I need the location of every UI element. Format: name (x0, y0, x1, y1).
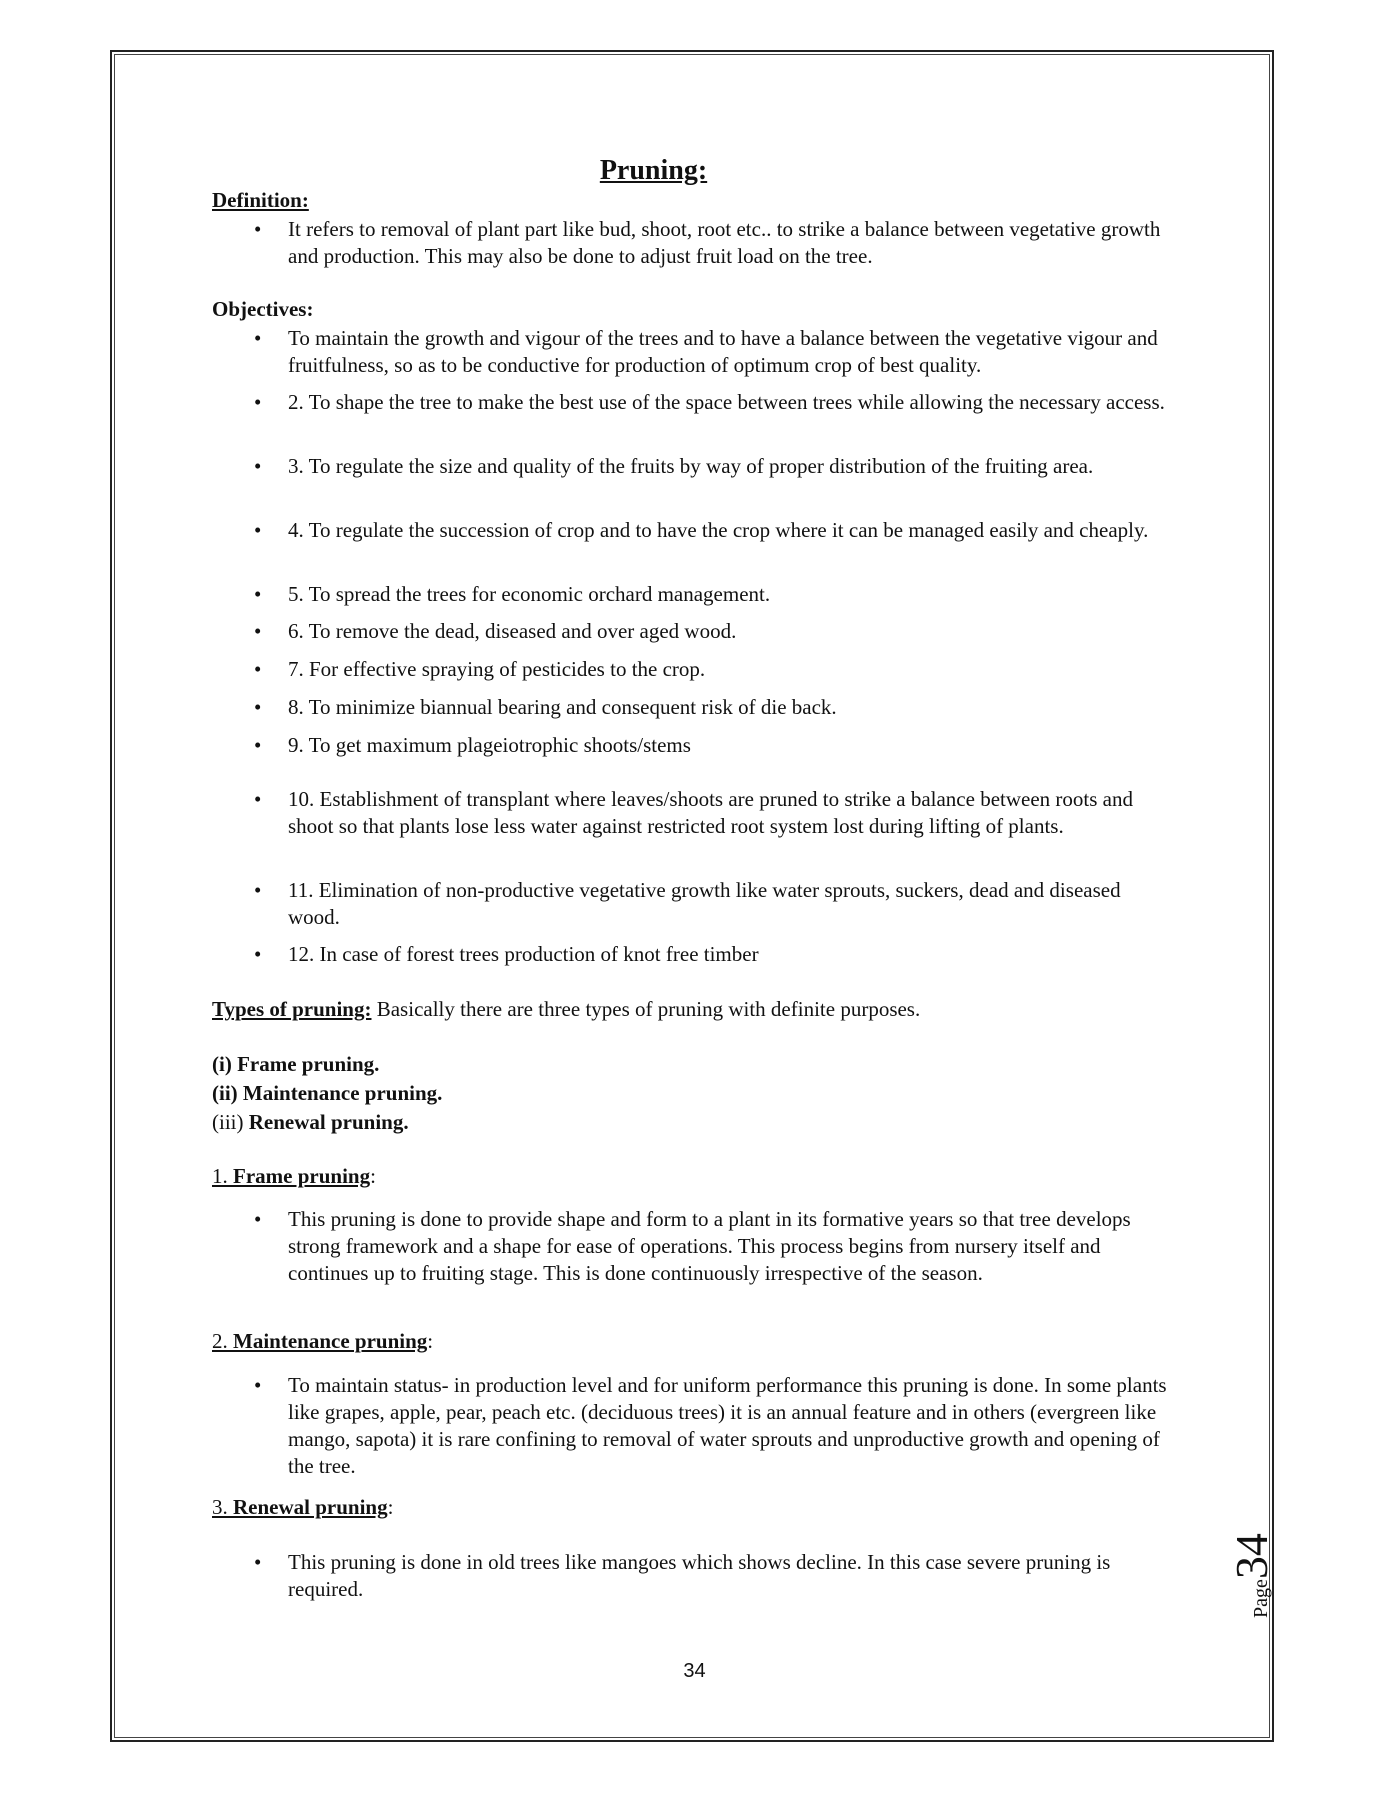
section-heading-renewal-pruning: 3. Renewal pruning: (212, 1495, 394, 1519)
objectives-list (212, 618, 1172, 645)
list-item: • 9. To get maximum plageiotrophic shoots/stems (254, 733, 691, 757)
objectives-list (212, 786, 1172, 840)
objectives-list (212, 656, 1172, 683)
bullet-icon: • (254, 787, 262, 811)
bullet-icon: • (254, 1550, 262, 1574)
bullet-icon: • (254, 582, 262, 606)
bullet-icon: • (254, 390, 262, 414)
list-item: • 12. In case of forest trees production of knot free timber (254, 942, 759, 966)
renewal-pruning-list (212, 1549, 1172, 1603)
bullet-icon: • (254, 695, 262, 719)
objectives-list (212, 581, 1172, 608)
objectives-heading: Objectives: (212, 297, 314, 321)
list-item: • This pruning is done in old trees like mangoes which shows decline. In this case severe pruning is required. (254, 1550, 1111, 1601)
bullet-icon: • (254, 619, 262, 643)
types-list-item: (iii) Renewal pruning. (212, 1110, 409, 1134)
bullet-icon: • (254, 878, 262, 902)
list-item: • 11. Elimination of non-productive vegetative growth like water sprouts, suckers, dead and diseased wood. (254, 878, 1121, 929)
list-item: • 3. To regulate the size and quality of the fruits by way of proper distribution of the fruiting area. (254, 454, 1094, 478)
bullet-icon: • (254, 518, 262, 542)
list-item: • This pruning is done to provide shape and form to a plant in its formative years so that tree develops strong framework and a shape for ease of operations. This process begins from nursery itself and continues up to fruiting stage. This is done continuously irrespective of the season. (254, 1207, 1131, 1285)
section-heading-maintenance-pruning: 2. Maintenance pruning: (212, 1329, 434, 1353)
side-page-word: Page (1250, 1579, 1272, 1618)
bullet-icon: • (254, 217, 262, 241)
types-intro: Basically there are three types of pruning with definite purposes. (371, 997, 921, 1021)
objectives-list (212, 389, 1172, 416)
list-item: • 10. Establishment of transplant where leaves/shoots are pruned to strike a balance between roots and shoot so that plants lose less water against restricted root system lost during lifting of plants. (254, 787, 1133, 838)
bullet-icon: • (254, 454, 262, 478)
maintenance-pruning-list (212, 1372, 1172, 1480)
list-item: • 5. To spread the trees for economic orchard management. (254, 582, 771, 606)
list-item: • 8. To minimize biannual bearing and consequent risk of die back. (254, 695, 837, 719)
page-number: 34 (683, 1660, 706, 1682)
definition-heading: Definition: (212, 188, 309, 212)
section-heading-frame-pruning: 1. Frame pruning: (212, 1164, 376, 1188)
types-heading: Types of pruning: (212, 997, 372, 1021)
objectives-list (212, 877, 1172, 931)
objectives-list (212, 517, 1172, 544)
objectives-list (212, 694, 1172, 721)
bullet-icon: • (254, 733, 262, 757)
bullet-icon: • (254, 326, 262, 350)
objectives-list (212, 732, 1172, 759)
frame-pruning-list (212, 1206, 1172, 1287)
types-list-item: (i) Frame pruning. (212, 1052, 380, 1076)
objectives-list (212, 325, 1172, 379)
bullet-icon: • (254, 1207, 262, 1231)
types-list-item: (ii) Maintenance pruning. (212, 1081, 443, 1105)
bullet-icon: • (254, 657, 262, 681)
list-item: • 6. To remove the dead, diseased and over aged wood. (254, 619, 737, 643)
bullet-icon: • (254, 1373, 262, 1397)
list-item: • 2. To shape the tree to make the best use of the space between trees while allowing the necessary access. (254, 390, 1165, 414)
objectives-list (212, 453, 1172, 480)
page-title: Pruning: (599, 155, 708, 186)
list-item: • It refers to removal of plant part like bud, shoot, root etc.. to strike a balance between vegetative growth and production. This may also be done to adjust fruit load on the tree. (254, 217, 1161, 268)
list-item: • 7. For effective spraying of pesticides to the crop. (254, 657, 706, 681)
types-paragraph (212, 996, 1172, 1023)
list-item: • To maintain the growth and vigour of the trees and to have a balance between the vegetative vigour and fruitfulness, so as to be conductive for production of optimum crop of best quality. (254, 326, 1158, 377)
list-item: • 4. To regulate the succession of crop and to have the crop where it can be managed easily and cheaply. (254, 518, 1149, 542)
side-page-number: 34 (1226, 1533, 1277, 1580)
bullet-icon: • (254, 942, 262, 966)
definition-list (212, 216, 1172, 270)
list-item: • To maintain status- in production level and for uniform performance this pruning is done. In some plants like grapes, apple, pear, peach etc. (deciduous trees) it is an annual feature and in others (evergreen like mango, sapota) it is rare confining to removal of water sprouts and unproductive growth and opening of the tree. (254, 1373, 1167, 1478)
objectives-list (212, 941, 1172, 968)
